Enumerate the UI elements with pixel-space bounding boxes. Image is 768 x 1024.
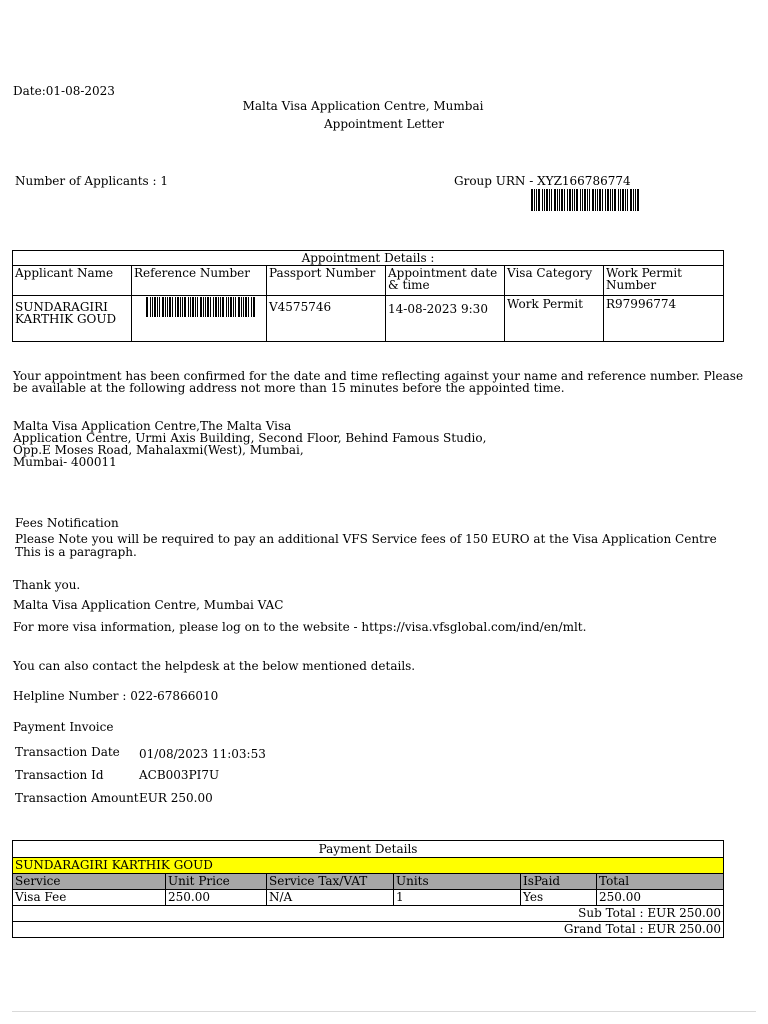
header-applicant-name: Applicant Name <box>13 266 132 296</box>
service-name: Visa Fee <box>13 890 166 906</box>
thank-you: Thank you. <box>13 578 81 592</box>
helpline-number: Helpline Number : 022-67866010 <box>13 689 219 703</box>
header-reference-number: Reference Number <box>132 266 267 296</box>
header-unit-price: Unit Price <box>166 874 267 890</box>
service-tax: N/A <box>267 890 394 906</box>
invoice-value: 01/08/2023 11:03:53 <box>139 747 266 761</box>
confirmation-text: Your appointment has been confirmed for the date and time reflecting against your name and reference number. Please be available at the following address not more than 15 minutes before the appointed time. <box>13 369 744 395</box>
invoice-label: Transaction Amount <box>15 791 139 805</box>
invoice-label: Transaction Id <box>15 768 104 782</box>
vac-address <box>13 420 486 468</box>
address-line: Malta Visa Application Centre,The Malta Visa <box>13 419 292 433</box>
more-info-text: For more visa information, please log on to the website - https://visa.vfsglobal.com/ind/en/mlt. <box>13 620 587 634</box>
fees-paragraph: This is a paragraph. <box>15 545 137 559</box>
address-line: Mumbai- 400011 <box>13 455 117 469</box>
fees-note: Please Note you will be required to pay an additional VFS Service fees of 150 EURO at the Visa Application Centre <box>15 532 717 546</box>
invoice-label: Transaction Date <box>15 745 120 759</box>
header-service: Service <box>13 874 166 890</box>
row-total: 250.00 <box>597 890 724 906</box>
applicant-name: SUNDARAGIRI KARTHIK GOUD <box>13 296 132 342</box>
visa-category: Work Permit <box>505 296 604 342</box>
grand-total: Grand Total : EUR 250.00 <box>13 922 724 938</box>
address-line: Application Centre, Urmi Axis Building, Second Floor, Behind Famous Studio, <box>13 431 487 445</box>
is-paid: Yes <box>521 890 597 906</box>
reference-barcode <box>146 297 256 317</box>
reference-number-cell <box>132 296 267 342</box>
header-appointment-datetime: Appointment date & time <box>386 266 505 296</box>
sub-total: Sub Total : EUR 250.00 <box>13 906 724 922</box>
letter-date: Date:01-08-2023 <box>13 84 115 98</box>
work-permit-number: R97996774 <box>604 296 724 342</box>
unit-price: 250.00 <box>166 890 267 906</box>
header-units: Units <box>394 874 521 890</box>
header-total: Total <box>597 874 724 890</box>
payment-details-table <box>12 840 724 938</box>
centre-name: Malta Visa Application Centre, Mumbai <box>242 99 484 113</box>
helpdesk-text: You can also contact the helpdesk at the below mentioned details. <box>13 659 416 673</box>
fees-title: Fees Notification <box>15 516 119 530</box>
passport-number: V4575746 <box>267 296 386 342</box>
page-divider <box>12 1011 756 1012</box>
header-work-permit-number: Work Permit Number <box>604 266 724 296</box>
header-visa-category: Visa Category <box>505 266 604 296</box>
appointment-details-table <box>12 250 724 342</box>
group-urn-barcode <box>531 189 641 211</box>
invoice-value: ACB003PI7U <box>139 768 220 782</box>
address-line: Opp.E Moses Road, Mahalaxmi(West), Mumbai, <box>13 443 304 457</box>
invoice-value: EUR 250.00 <box>139 791 213 805</box>
payment-applicant-name: SUNDARAGIRI KARTHIK GOUD <box>13 858 724 874</box>
payment-details-caption: Payment Details <box>13 841 724 858</box>
header-is-paid: IsPaid <box>521 874 597 890</box>
letter-title: Appointment Letter <box>323 117 445 131</box>
signoff: Malta Visa Application Centre, Mumbai VAC <box>13 598 284 612</box>
units: 1 <box>394 890 521 906</box>
header-passport-number: Passport Number <box>267 266 386 296</box>
invoice-title: Payment Invoice <box>13 720 114 734</box>
applicants-count: Number of Applicants : 1 <box>15 174 169 188</box>
appointment-datetime: 14-08-2023 9:30 <box>386 296 505 342</box>
appointment-details-caption: Appointment Details : <box>13 251 724 266</box>
group-urn: Group URN - XYZ166786774 <box>454 174 631 188</box>
header-service-tax: Service Tax/VAT <box>267 874 394 890</box>
